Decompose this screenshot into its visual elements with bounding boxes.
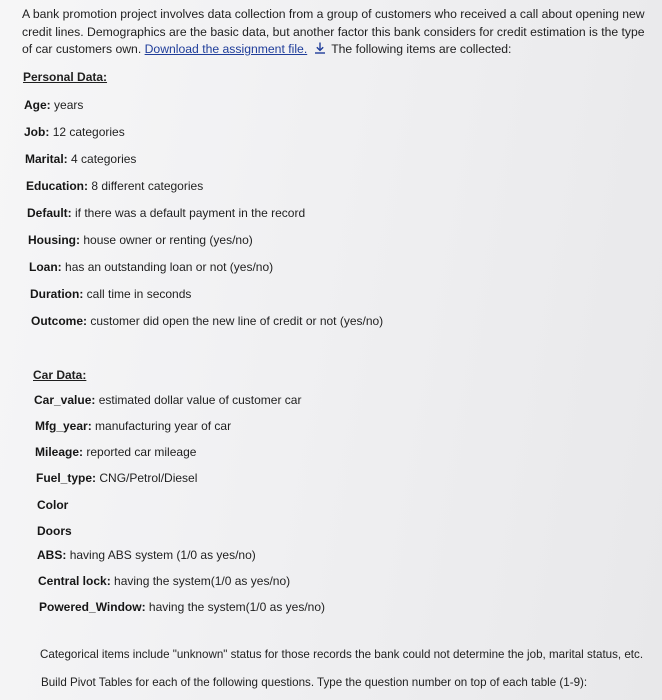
field-label: Powered_Window: (39, 600, 146, 614)
field-loan (29, 260, 273, 274)
field-label: Housing: (28, 233, 80, 247)
field-value: manufacturing year of car (95, 419, 232, 433)
field-label: Mileage: (35, 445, 84, 459)
field-doors (37, 524, 72, 538)
field-value: CNG/Petrol/Diesel (99, 471, 198, 485)
field-label: Doors (37, 524, 72, 538)
field-color (37, 498, 68, 512)
unknown-status-note: Categorical items include "unknown" status for those records the bank could not determine the job, marital status, etc. (40, 648, 644, 661)
field-label: Car_value: (34, 393, 96, 407)
field-label: Marital: (25, 152, 68, 166)
field-label: Fuel_type: (36, 471, 97, 485)
field-value: years (54, 98, 84, 112)
field-value: reported car mileage (86, 445, 197, 459)
field-value: having the system(1/0 as yes/no) (114, 574, 291, 588)
field-age (24, 98, 83, 112)
field-powered-window (39, 600, 325, 614)
field-marital (25, 152, 136, 166)
field-label: Education: (26, 179, 88, 193)
field-education (26, 179, 203, 193)
field-mileage (35, 445, 196, 459)
field-abs (37, 548, 256, 562)
field-duration (30, 287, 191, 301)
field-value: 4 categories (71, 152, 137, 166)
field-label: Outcome: (31, 314, 88, 328)
field-value: house owner or renting (yes/no) (83, 233, 253, 247)
field-value: if there was a default payment in the record (75, 206, 306, 220)
field-value: having ABS system (1/0 as yes/no) (69, 548, 256, 562)
field-default (27, 206, 305, 220)
field-value: customer did open the new line of credit or not (yes/no) (90, 314, 384, 328)
field-fuel-type (36, 471, 197, 485)
download-arrow-icon[interactable] (313, 41, 327, 55)
intro-text-after: The following items are collected: (331, 42, 512, 56)
field-value: 8 different categories (91, 179, 204, 193)
field-label: Job: (24, 125, 50, 139)
field-value: has an outstanding loan or not (yes/no) (65, 260, 274, 274)
field-value: 12 categories (52, 125, 125, 139)
field-label: Mfg_year: (35, 419, 92, 433)
field-value: having the system(1/0 as yes/no) (148, 600, 326, 614)
download-assignment-link[interactable]: Download the assignment file. (144, 42, 308, 56)
field-value: estimated dollar value of customer car (98, 393, 302, 407)
field-label: Color (37, 498, 69, 512)
pivot-instructions: Build Pivot Tables for each of the following questions. Type the question number on top of each table (1-9): (41, 676, 588, 689)
field-central-lock (38, 574, 290, 588)
field-label: Central lock: (38, 574, 111, 588)
car-data-heading: Car Data: (33, 368, 87, 382)
field-job (24, 125, 125, 139)
field-label: ABS: (37, 548, 67, 562)
field-value: call time in seconds (86, 287, 192, 301)
field-label: Duration: (30, 287, 84, 301)
field-mfg-year (35, 419, 231, 433)
field-label: Age: (24, 98, 51, 112)
intro-paragraph (22, 6, 652, 59)
personal-data-heading: Personal Data: (23, 70, 108, 84)
field-outcome (31, 314, 383, 328)
field-label: Default: (27, 206, 72, 220)
field-car-value (34, 393, 301, 407)
intro-text: A bank promotion project involves data collection from a group of customers who received a call about opening new credit lines. Demographics are the basic data, but another factor this bank considers for credit estimation is the type of car customers own. (22, 7, 645, 56)
field-housing (28, 233, 253, 247)
field-label: Loan: (29, 260, 62, 274)
